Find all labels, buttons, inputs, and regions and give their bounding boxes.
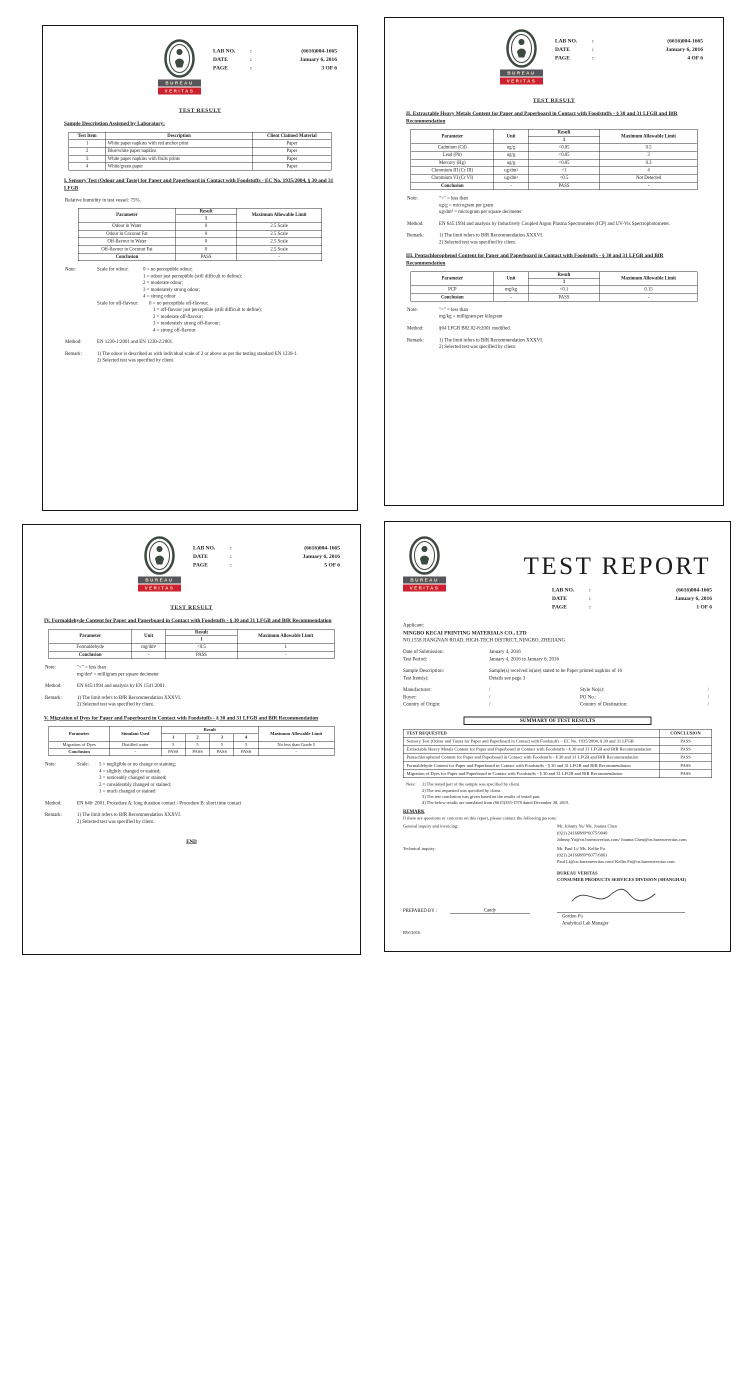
lab-info-block: LAB NO. : (6616)004-1665 DATE : January 6, 2016 PAGE : 5 OF 6 [193, 545, 340, 569]
section-3-heading: III. Pentachlorophenol Content for Paper and Paperboard in Contact with Foodstuffs - § 30 and 31 LFGB and BfR Recommendation [406, 253, 664, 266]
table-cell: 2.5 Scale [237, 230, 322, 238]
bureau-veritas-logo [500, 29, 543, 85]
table-row [403, 770, 712, 778]
table-cell: <0.05 [528, 144, 600, 152]
migration-of-dyes-table [49, 726, 335, 756]
table-row [49, 741, 335, 748]
table-row [69, 163, 332, 171]
logo-bureau-bar: BUREAU [158, 80, 201, 87]
bureau-veritas-logo [403, 536, 446, 592]
table-cell: 2 [69, 147, 106, 155]
table-cell: PASS [659, 753, 711, 761]
table-header-row [69, 132, 332, 140]
bureau-veritas-logo [158, 39, 201, 95]
header-cell: Description [106, 132, 253, 140]
table-cell: mg/dm² [132, 643, 166, 651]
table-cell: - [237, 651, 334, 659]
table-cell: Paper [253, 140, 332, 148]
summary-of-test-results-table [403, 729, 712, 778]
table-row [69, 140, 332, 148]
contact-label: Technical inquiry: [403, 845, 436, 851]
table-cell: <1 [528, 167, 600, 175]
conclusion-row [411, 294, 698, 302]
signer-name: Gordon Fu [562, 914, 583, 920]
table-cell: 0 [176, 222, 237, 230]
note-block: Note: Scale for odour: 0 = no perceptible odour; 1 = odour just perceptible (still difficult to define); 2 = moderate odour; 3 = moderately strong odour; 4 = strong odour Scale for off-flavour: 0 = no perceptible off-flavour; 1 = off-flavour just perceptible (still difficult to define); 2 = moderate off-flavour; 3 = moderately strong off-flavour; 4 = strong off-flavour [65, 266, 262, 333]
signature-line [557, 912, 685, 913]
page-number: 4 OF 6 [687, 55, 703, 62]
table-cell: ug/g [494, 151, 528, 159]
header-cell: Maximum Allowable Limit [237, 629, 334, 643]
field-row: Test Item(s): Details see page 3 [403, 675, 526, 681]
contact-group: Technical inquiry: Mr. Paul Li/ Ms. Kellie Fu (021) 24166889*6077/6861 Paul.Li@cn.bureauveritas.com/ Kellie.Fu@cn.bureauveritas.com [403, 845, 675, 864]
table-header-row [49, 629, 335, 636]
table-cell: 3 [600, 151, 697, 159]
table-row [411, 286, 698, 294]
applicant-block [403, 622, 712, 644]
header-cell: Result [528, 129, 600, 136]
header-cell: Client Claimed Material [253, 132, 332, 140]
logo-bureau-bar: BUREAU [138, 577, 181, 584]
contact-label: General inquiry and invoicing: [403, 823, 459, 829]
table-header-row [403, 729, 712, 737]
table-cell: 5 [185, 741, 209, 748]
page-header [405, 29, 703, 85]
table-row [411, 159, 698, 167]
logo-veritas-bar: VERITAS [158, 88, 201, 95]
field-row: Date of Submission: January 4, 2016 [403, 649, 521, 655]
table-cell: Off-flavour in Coconut Fat [78, 246, 175, 254]
sensory-test-table [78, 208, 322, 261]
table-cell: PASS [659, 770, 711, 778]
table-cell: <0.05 [528, 159, 600, 167]
section-5-heading: V. Migration of Dyes for Paper and Paperboard in Contact with Foodstuffs - § 30 and 31 LFGB and BfR Recommendation [44, 715, 319, 721]
table-cell: - [600, 294, 697, 302]
table-cell: 0 [176, 238, 237, 246]
table-cell: - [109, 748, 161, 755]
sample-description-table [69, 132, 332, 171]
table-cell: 0 [176, 246, 237, 254]
table-cell: 0.5 [600, 144, 697, 152]
method-block: Method: EN 645:1994 and analysis by EN 1541:2001. [45, 683, 166, 689]
applicant-label: Applicant: [403, 622, 425, 628]
table-cell: 4 [600, 167, 697, 175]
table-cell: Migration of Dyes [49, 741, 110, 748]
humidity-note: Relative humidity in test vessel: 75%. [65, 197, 141, 203]
table-row [78, 238, 322, 246]
header-cell: Maximum Allowable Limit [600, 272, 697, 286]
header-cell: 1 [166, 636, 237, 644]
table-cell: - [494, 182, 528, 190]
header-cell: Parameter [411, 129, 494, 143]
page-label: PAGE [213, 65, 228, 72]
table-cell: PASS [659, 737, 711, 745]
table-cell: Pentachlorophenol Content for Paper and Paperboard in Contact with Foodstuffs - § 30 and 31 LFGB and BfR Recommendation [403, 753, 659, 761]
header-cell: Maximum Allowable Limit [237, 208, 322, 222]
lab-info-block: LAB NO. : (6616)004-1665 DATE : January 6, 2016 PAGE : 3 OF 6 [213, 48, 337, 72]
logo-bureau-bar: BUREAU [500, 70, 543, 77]
table-cell: Lead (Pb) [411, 151, 494, 159]
table-cell: White paper napkins with red anchor print [106, 140, 253, 148]
table-cell: 0 [176, 230, 237, 238]
method-block: Method: EN 646: 2001, Procedure A: long duration contact / Procedure B: short time contact [45, 800, 242, 806]
table-cell: Distilled water [109, 741, 161, 748]
bureau-veritas-emblem-icon [409, 536, 441, 575]
field-grid-row: Buyer: / PO No.: / [403, 694, 709, 700]
table-cell: 0.15 [600, 286, 697, 294]
date-value: January 6, 2016 [299, 56, 337, 63]
table-row [403, 745, 712, 753]
test-result-title: TEST RESULT [178, 107, 222, 114]
table-cell: 0.3 [600, 159, 697, 167]
table-row [411, 174, 698, 182]
remark-block: Remark: 1) The limit refers to BfR Recommendation XXXVI. 2) Selected test was specified by client. [45, 812, 182, 825]
method-block: Method: §64 LFGB B82.02-8:2001 modified. [407, 325, 511, 331]
end-marker: END [186, 839, 197, 845]
table-cell: Sensory Test (Odour and Taste) for Paper and Paperboard in Contact with Foodstuffs – EC No. 1935/2004, § 30 and 31 LFGB [403, 737, 659, 745]
header-cell: Unit [132, 629, 166, 643]
field-grid-row: Manufacturer: / Style No(s): / [403, 687, 709, 693]
table-cell: Off-flavour in Water [78, 238, 175, 246]
conclusion-row [49, 651, 335, 659]
logo-bureau-bar: BUREAU [403, 577, 446, 584]
header-cell: Simulant Used [109, 726, 161, 741]
field-grid-row: Country of Origin: / Country of Destination: / [403, 701, 709, 708]
table-cell: ug/g [494, 159, 528, 167]
table-header-row [411, 129, 698, 136]
note-block: Note: "<" = less than mg/dm² = milligram per square decimeter [45, 664, 159, 677]
table-cell: ug/dm² [494, 167, 528, 175]
header-cell: Parameter [49, 629, 132, 643]
table-cell: Conclusion [78, 253, 175, 261]
page-number: 3 OF 6 [321, 65, 337, 72]
pcp-table [411, 271, 698, 301]
table-cell: PASS [185, 748, 209, 755]
table-row [411, 144, 698, 152]
header-cell: Test Item [69, 132, 106, 140]
header-cell: 2 [185, 734, 209, 741]
table-cell: <0.1 [528, 286, 600, 294]
table-header-row [49, 726, 335, 733]
table-cell: PASS [210, 748, 234, 755]
cover-header [403, 533, 712, 622]
table-cell: PASS [528, 182, 600, 190]
note-block: Note: Scale: 5 = negligible or no change or staining; 4 = slightly changed or stained; 3 = noticeably changed or stained; 2 = considerably changed or stained; 1 = much changed or stained [45, 761, 177, 795]
header-cell: 1 [176, 215, 237, 223]
header-cell: Result [176, 208, 237, 215]
header-cell: Result [161, 726, 258, 733]
table-row [411, 167, 698, 175]
page-header [43, 536, 340, 592]
table-cell: Paper [253, 163, 332, 171]
conclusion-row [411, 182, 698, 190]
section-1-heading: I. Sensory Test (Odour and Taste) for Paper and Paperboard in Contact with Foodstuffs - EC No. 1935/2004, § 30 and 31 LFGB [64, 178, 334, 192]
table-cell: - [258, 748, 334, 755]
signature-scribble [568, 884, 658, 909]
header-cell: Parameter [411, 272, 494, 286]
note-block: Note: 1) The tested part of the sample was specified by client. 2) The test requested was specified by client. 3) The test conclusion was given based on the results of tested part. 4) The below results are translated from (6615)355-1579 dated December 28, 2015. [406, 781, 570, 806]
header-cell: 1 [528, 136, 600, 144]
field-row: Test Period: January 4, 2016 to January 6, 2016 [403, 656, 559, 662]
table-cell: PASS [659, 745, 711, 753]
remark-block: Remark: 1) The limit refers to BfR Recommendation XXXVI. 2) Selected test was specified by client. [45, 694, 182, 708]
page-header [63, 39, 337, 95]
signer-title: Analytical Lab Manager [562, 921, 609, 927]
table-row [49, 643, 335, 651]
header-cell: Result [166, 629, 237, 636]
table-cell: Chromium III (Cr III) [411, 167, 494, 175]
table-cell: PASS [659, 762, 711, 770]
header-cell: CONCLUSION [659, 729, 711, 737]
formaldehyde-table [49, 629, 335, 659]
organization-block: BUREAU VERITAS CONSUMER PRODUCTS SERVICES DIVISION (SHANGHAI) [557, 870, 686, 883]
table-row [403, 753, 712, 761]
table-cell: - [494, 294, 528, 302]
header-cell: Parameter [78, 208, 175, 222]
table-cell: - [132, 651, 166, 659]
note-block: Note: "<" = less than mg/kg = milligram per kilogram [407, 306, 503, 320]
table-cell: 2.5 Scale [237, 246, 322, 254]
table-row [403, 737, 712, 745]
table-header-row [411, 272, 698, 279]
bureau-veritas-emblem-icon [506, 29, 538, 68]
table-cell: 5 [210, 741, 234, 748]
method-block: Method: EN 1230-1:2001 and EN 1230-2:2001. [65, 339, 174, 345]
table-cell: 5 [234, 741, 258, 748]
table-cell: Mercury (Hg) [411, 159, 494, 167]
table-cell: ug/g [494, 144, 528, 152]
table-cell: Formaldehyde Content for Paper and Paperboard in Contact with Foodstuffs - § 30 and 31 LFGB and BfR Recommendation [403, 762, 659, 770]
table-cell: PASS [161, 748, 185, 755]
table-row [78, 230, 322, 238]
table-cell: 2.5 Scale [237, 238, 322, 246]
header-cell: 1 [528, 278, 600, 286]
table-cell: Blue/white paper napkins [106, 147, 253, 155]
remark-heading: REMARK [403, 809, 425, 815]
table-cell: Conclusion [411, 182, 494, 190]
table-row [411, 151, 698, 159]
heavy-metals-table [411, 129, 698, 190]
remark-block: Remark: 1) The limit refers to BfR Recommendation XXXVI. 2) Selected test was specified by client. [407, 337, 544, 350]
conclusion-row [78, 253, 322, 261]
table-cell: 4 [69, 163, 106, 171]
sample-description-heading: Sample Description Assigned by Laboratory: [64, 121, 165, 127]
table-cell: White paper napkins with fruits prints [106, 155, 253, 163]
bureau-veritas-emblem-icon [144, 536, 176, 575]
header-cell: TEST REQUESTED [403, 729, 659, 737]
table-row [69, 155, 332, 163]
table-cell: PASS [528, 294, 600, 302]
conclusion-row [49, 748, 335, 755]
table-cell: - [237, 253, 322, 261]
lab-no-value: (6616)004-1665 [301, 48, 337, 54]
table-cell: 1 [237, 643, 334, 651]
remark-intro: If there are questions or concerns on this report, please contact the following persons: [403, 815, 557, 821]
logo-veritas-bar: VERITAS [138, 585, 181, 592]
table-cell: PASS [176, 253, 237, 261]
header-cell: 3 [210, 734, 234, 741]
table-cell: PASS [166, 651, 237, 659]
summary-title: SUMMARY OF TEST RESULTS [464, 716, 652, 725]
table-cell: - [600, 182, 697, 190]
method-block: Method: EN 645:1994 and analysis by Inductively Coupled Argon Plasma Spectrometer (ICP) and UV-Vis Spectrophotometer. [407, 220, 670, 227]
table-cell: Paper [253, 155, 332, 163]
header-cell: Parameter [49, 726, 110, 741]
page-number: 1 OF 6 [696, 604, 712, 611]
contact-group: General inquiry and invoicing: Mr. Johnny Yu/ Ms. Joanna Chen (021) 24166889*6075/9049 Johnny.Yu@cn.bureauveritas.com/ Joanna.Chen@cn.bureauveritas.com [403, 823, 687, 842]
header-cell: Unit [494, 129, 528, 143]
header-cell: Unit [494, 272, 528, 286]
table-cell: 2.5 Scale [237, 222, 322, 230]
table-cell: Extractable Heavy Metals Content for Paper and Paperboard in Contact with Foodstuffs - § 30 and 31 LFGB and BfR Recommendation [403, 745, 659, 753]
table-cell: Chromium VI (Cr VI) [411, 174, 494, 182]
table-row [78, 222, 322, 230]
applicant-name: NINGBO KECAI PRINTING MATERIALS CO., LTD [403, 630, 527, 636]
applicant-address: NO.1558 JIANGNAN ROAD, HIGH-TECH DISTRICT, NINGBO, ZHEJIANG [403, 637, 566, 643]
table-cell: <0.5 [528, 174, 600, 182]
footer-code: RW/2016 [403, 930, 421, 936]
bureau-veritas-emblem-icon [164, 39, 196, 78]
table-cell: 1 [69, 140, 106, 148]
table-cell: White/green paper [106, 163, 253, 171]
header-cell: Result [528, 272, 600, 279]
table-row [78, 246, 322, 254]
table-cell: 5 [161, 741, 185, 748]
test-result-title: TEST RESULT [170, 604, 213, 611]
report-title: TEST REPORT [523, 551, 711, 580]
table-cell: Odour in Coconut Fat [78, 230, 175, 238]
prepared-by-value: Candy [450, 908, 530, 914]
table-cell: No less than Grade 5 [258, 741, 334, 748]
table-cell: Conclusion [411, 294, 494, 302]
section-4-heading: IV. Formaldehyde Content for Paper and Paperboard in Contact with Foodstuffs - § 30 and 31 LFGB and BfR Recommendation [44, 618, 332, 624]
table-cell: <0.5 [166, 643, 237, 651]
table-cell: mg/kg [494, 286, 528, 294]
table-cell: Odour in Water [78, 222, 175, 230]
bureau-veritas-logo [138, 536, 181, 592]
note-block: Note: "<" = less than ug/g = microgram per gram ug/dm² = microgram per square decimeter [407, 195, 522, 215]
lab-info-block: LAB NO. : (6616)004-1665 DATE : January 6, 2016 PAGE : 1 OF 6 [552, 587, 712, 611]
header-cell: Maximum Allowable Limit [600, 129, 697, 143]
table-cell: Migration of Dyes for Paper and Paperboard in Contact with Foodstuffs - § 30 and 31 LFGB and BfR Recommendation [403, 770, 659, 778]
table-cell: Cadmium (Cd) [411, 144, 494, 152]
report-page-1 [384, 521, 750, 1383]
table-cell: <0.05 [528, 151, 600, 159]
table-row [403, 762, 712, 770]
lab-info-block: LAB NO. : (6616)004-1665 DATE : January 6, 2016 PAGE : 4 OF 6 [555, 38, 703, 62]
table-header-row [78, 208, 322, 215]
table-cell: ug/dm² [494, 174, 528, 182]
logo-veritas-bar: VERITAS [500, 78, 543, 85]
logo-veritas-bar: VERITAS [403, 585, 446, 592]
table-cell: 3 [69, 155, 106, 163]
table-cell: Paper [253, 147, 332, 155]
table-cell: Formaldehyde [49, 643, 132, 651]
field-row: Sample Description: Sample(s) received is(are) stated to be Paper printed napkins of 16 [403, 668, 623, 674]
test-result-title: TEST RESULT [532, 97, 576, 104]
table-cell: Not Detected [600, 174, 697, 182]
table-cell: Conclusion [49, 651, 132, 659]
lab-no-label: LAB NO. [213, 48, 236, 54]
table-cell: PASS [234, 748, 258, 755]
page-number: 5 OF 6 [324, 562, 340, 569]
table-row [69, 147, 332, 155]
date-label: DATE [213, 56, 228, 63]
table-cell: PCP [411, 286, 494, 294]
remark-block: Remark: 1) The odour is described as with individual scale of 2 or above as per the testing standard EN 1230-1. 2) Selected test was specified by client. [65, 350, 298, 364]
header-cell: 1 [161, 734, 185, 741]
header-cell: Maximum Allowable Limit [258, 726, 334, 741]
remark-block: Remark: 1) The limit refers to BfR Recommendation XXXVI. 2) Selected test was specified by client. [407, 232, 544, 245]
section-2-heading: II. Extractable Heavy Metals Content for Paper and Paperboard in Contact with Foodstuffs - § 30 and 31 LFGB and BfR Recommendation [406, 111, 678, 124]
prepared-by: PREPARED BY : Candy [403, 908, 530, 914]
signature-zone [403, 884, 712, 944]
header-cell: 4 [234, 734, 258, 741]
table-cell: Conclusion [49, 748, 110, 755]
